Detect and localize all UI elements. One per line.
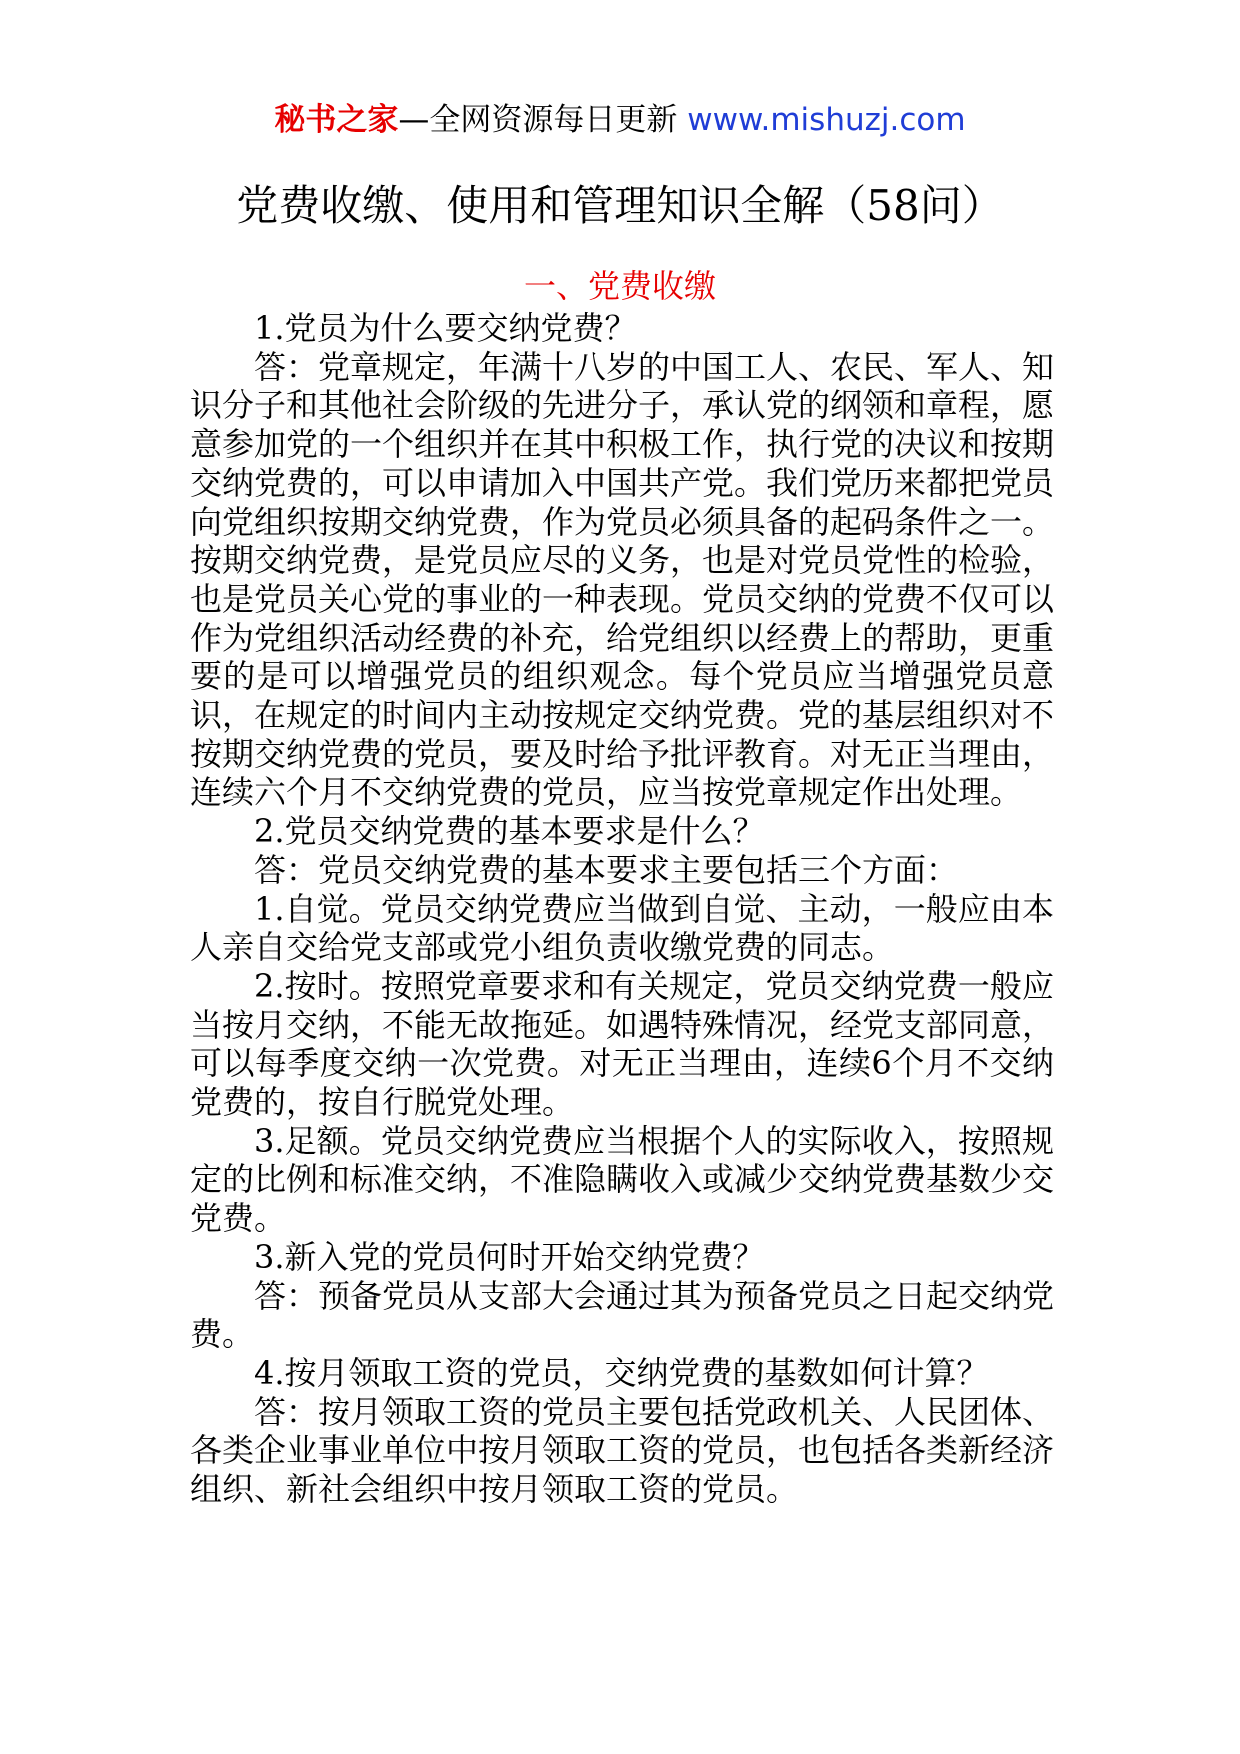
question-1: 1.党员为什么要交纳党费？ <box>254 309 637 347</box>
answer-4: 答：按月领取工资的党员主要包括党政机关、人民团体、各类企业事业单位中按月领取工资的党员，也包括各类新经济组织、新社会组织中按月领取工资的党员。 <box>190 1392 1055 1509</box>
document-title: 党费收缴、使用和管理知识全解（58问） <box>236 181 1004 230</box>
site-tagline: —全网资源每日更新 <box>398 102 688 138</box>
question-4: 4.按月领取工资的党员，交纳党费的基数如何计算？ <box>254 1353 989 1392</box>
document-body <box>190 309 1054 1509</box>
answer-2-intro: 答：党员交纳党费的基本要求主要包括三个方面： <box>254 850 959 889</box>
question-2: 2.党员交纳党费的基本要求是什么？ <box>254 812 765 851</box>
site-header <box>0 100 1240 140</box>
answer-2-item-2: 2.按时。按照党章要求和有关规定，党员交纳党费一般应当按月交纳，不能无故拖延。如遇特殊情况，经党支部同意，可以每季度交纳一次党费。对无正当理由，连续6个月不交纳党费的，按自行脱党处理。 <box>190 966 1055 1122</box>
answer-2-item-3: 3.足额。党员交纳党费应当根据个人的实际收入，按照规定的比例和标准交纳，不准隐瞒收入或减少交纳党费基数少交党费。 <box>190 1121 1055 1238</box>
question-3: 3.新入党的党员何时开始交纳党费？ <box>254 1237 765 1276</box>
answer-3: 答：预备党员从支部大会通过其为预备党员之日起交纳党费。 <box>190 1276 1055 1354</box>
answer-1: 答：党章规定，年满十八岁的中国工人、农民、军人、知识分子和其他社会阶级的先进分子，承认党的纲领和章程，愿意参加党的一个组织并在其中积极工作，执行党的决议和按期交纳党费的，可以申请加入中国共产党。我们党历来都把党员向党组织按期交纳党费，作为党员必须具备的起码条件之一。按期交纳党费，是党员应尽的义务，也是对党员党性的检验，也是党员关心党的事业的一种表现。党员交纳的党费不仅可以作为党组织活动经费的补充，给党组织以经费上的帮助，更重要的是可以增强党员的组织观念。每个党员应当增强党员意识，在规定的时间内主动按规定交纳党费。党的基层组织对不按期交纳党费的党员，要及时给予批评教育。对无正当理由，连续六个月不交纳党费的党员，应当按党章规定作出处理。 <box>190 347 1055 812</box>
section-heading: 一、党费收缴 <box>523 267 716 305</box>
answer-2-item-1: 1.自觉。党员交纳党费应当做到自觉、主动，一般应由本人亲自交给党支部或党小组负责收缴党费的同志。 <box>190 889 1054 967</box>
site-brand: 秘书之家 <box>274 102 399 138</box>
site-url-link[interactable]: www.mishuzj.com <box>687 102 966 138</box>
